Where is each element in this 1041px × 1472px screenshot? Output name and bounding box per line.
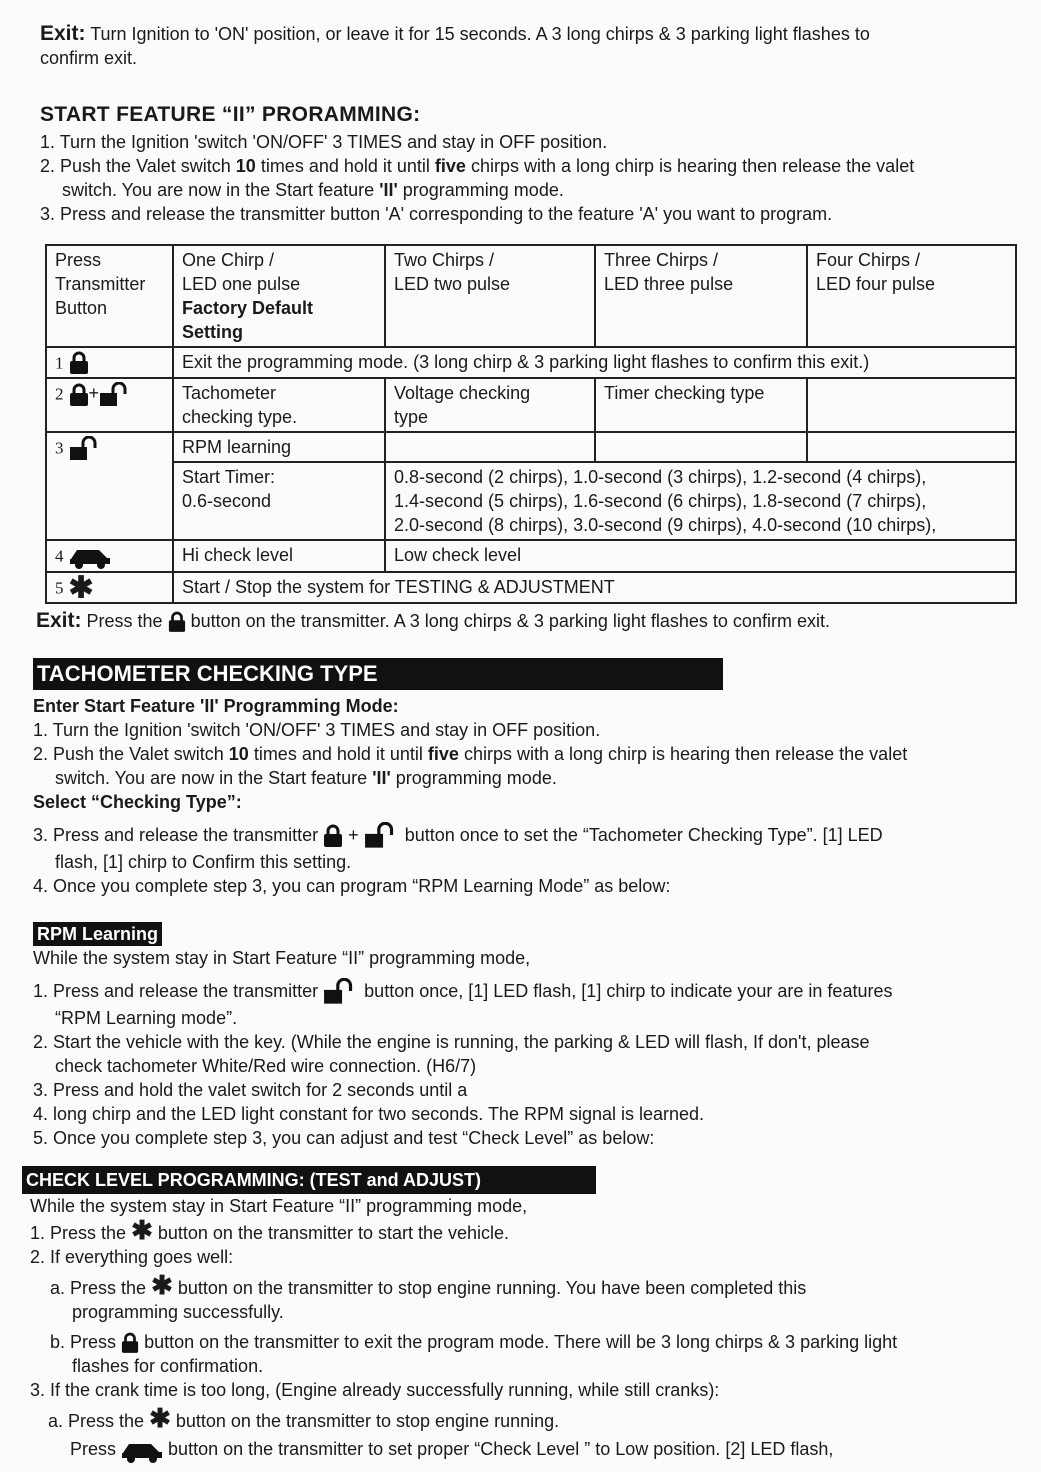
lock-icon [323, 824, 343, 848]
tach-step-2: 2. Push the Valet switch 10 times and hold it until five chirps with a long chirp is hearing then release the valet [33, 744, 908, 764]
header-three-chirps: Three Chirps / LED three pulse [595, 245, 807, 347]
unlock-icon [364, 822, 400, 850]
button-cell-1: 1 [46, 347, 173, 378]
asterisk-icon: ✱ [68, 570, 94, 604]
header-press-transmitter-button: Press Transmitter Button [46, 245, 173, 347]
tach-step-4: 4. Once you complete step 3, you can program “RPM Learning Mode” as below: [33, 876, 671, 896]
lock-icon [168, 611, 186, 633]
check-step-3a: a. Press the ✱ button on the transmitter to stop engine running. [48, 1403, 560, 1434]
rpm-step-5: 5. Once you complete step 3, you can adjust and test “Check Level” as below: [33, 1128, 655, 1148]
row-3-start-timer: Start Timer: 0.6-second [173, 462, 385, 540]
check-step-2b-cont: flashes for confirmation. [72, 1356, 264, 1377]
rpm-step-1: 1. Press and release the transmitter button once, [1] LED flash, [1] chirp to indicate your are in features [33, 978, 1018, 1006]
button-cell-4: 4 [46, 540, 173, 571]
tach-step-3: 3. Press and release the transmitter + button once to set the “Tachometer Checking Type”. [1] LED [33, 822, 1018, 850]
feature-table [45, 244, 1017, 604]
row-2-voltage: Voltage checking type [385, 378, 595, 432]
tach-step-2-cont: switch. You are now in the Start feature 'II' programming mode. [55, 768, 557, 788]
button-cell-3: 3 [46, 432, 173, 540]
tach-step-1: 1. Turn the Ignition 'switch 'ON/OFF' 3 TIMES and stay in OFF position. [33, 720, 601, 740]
start-step-2-cont: switch. You are now in the Start feature 'II' programming mode. [62, 180, 564, 200]
row-3-timer-options: 0.8-second (2 chirps), 1.0-second (3 chirps), 1.2-second (4 chirps), 1.4-second (5 chirps), 1.6-second (6 chirps), 1.8-second (7 chirps), 2.0-second (8 chirps), 3.0-second (9 chirps), 4.0-second (10 chirps), [385, 462, 1016, 540]
asterisk-icon: ✱ [151, 1270, 173, 1300]
car-icon [121, 1439, 163, 1463]
row-3-empty-2 [385, 432, 595, 462]
check-step-1: 1. Press the ✱ button on the transmitter to start the vehicle. [30, 1215, 510, 1245]
check-intro: While the system stay in Start Feature “II” programming mode, [30, 1196, 528, 1216]
lock-icon [69, 351, 89, 375]
exit-label: Exit: [40, 22, 86, 45]
row-3-empty-3 [595, 432, 807, 462]
asterisk-icon: ✱ [131, 1215, 153, 1245]
rpm-learning-section [33, 922, 1018, 1150]
start-step-3: 3. Press and release the transmitter button 'A' corresponding to the feature 'A' you want to program. [40, 204, 833, 224]
exit-mid-paragraph: Exit: Press the button on the transmitter. A 3 long chirps & 3 parking light flashes to confirm exit. [36, 609, 830, 632]
row-3-rpm-learning: RPM learning [173, 432, 385, 462]
table-row-2 [46, 378, 1016, 432]
tach-enter-heading: Enter Start Feature 'II' Programming Mode: [33, 696, 399, 716]
tachometer-section [33, 658, 1018, 898]
rpm-step-2-cont: check tachometer White/Red wire connection. (H6/7) [55, 1056, 477, 1076]
button-cell-5: 5 ✱ [46, 572, 173, 603]
row-1-exit-text: Exit the programming mode. (3 long chirp & 3 parking light flashes to confirm this exit.) [173, 347, 1016, 378]
unlock-icon [99, 382, 133, 408]
exit-label: Exit: [36, 609, 82, 632]
unlock-icon [69, 436, 103, 462]
rpm-intro: While the system stay in Start Feature “II” programming mode, [33, 948, 531, 968]
lock-icon [69, 383, 89, 407]
table-row-1 [46, 347, 1016, 378]
unlock-icon [323, 978, 359, 1006]
table-row-4 [46, 540, 1016, 571]
rpm-learning-title: RPM Learning [33, 922, 162, 946]
rpm-step-2: 2. Start the vehicle with the key. (While the engine is running, the parking & LED will flash, If don't, please [33, 1032, 870, 1052]
tach-step-3-cont: flash, [1] chirp to Confirm this setting. [55, 852, 352, 872]
exit-top-line1: Turn Ignition to 'ON' position, or leave it for 15 seconds. A 3 long chirps & 3 parking light flashes to [90, 24, 870, 44]
tachometer-title: TACHOMETER CHECKING TYPE [33, 658, 723, 690]
header-four-chirps: Four Chirps / LED four pulse [807, 245, 1016, 347]
check-step-2b: b. Press button on the transmitter to exit the program mode. There will be 3 long chirps & 3 parking light [22, 1330, 1018, 1354]
start-feature-section [40, 100, 1015, 226]
row-4-hi-level: Hi check level [173, 540, 385, 571]
start-feature-title: START FEATURE “II” PRORAMMING: [40, 103, 421, 126]
start-step-1: 1. Turn the Ignition 'switch 'ON/OFF' 3 TIMES and stay in OFF position. [40, 132, 608, 152]
header-one-chirp: One Chirp / LED one pulse Factory Default Setting [173, 245, 385, 347]
table-row-3a [46, 432, 1016, 462]
rpm-step-3: 3. Press and hold the valet switch for 2 seconds until a [33, 1080, 468, 1100]
check-step-2a-cont: programming successfully. [72, 1302, 284, 1322]
check-step-3: 3. If the crank time is too long, (Engine already successfully running, while still cranks): [30, 1380, 720, 1401]
header-two-chirps: Two Chirps / LED two pulse [385, 245, 595, 347]
row-3-empty-4 [807, 432, 1016, 462]
row-2-tachometer: Tachometer checking type. [173, 378, 385, 432]
check-level-section [22, 1166, 1018, 1463]
table-row-5 [46, 572, 1016, 603]
car-icon [69, 545, 111, 569]
table-header-row [46, 245, 1016, 347]
row-2-empty [807, 378, 1016, 432]
row-4-low-level: Low check level [385, 540, 1016, 571]
table-row-3b [46, 462, 1016, 540]
tach-select-heading: Select “Checking Type”: [33, 792, 242, 812]
check-step-2a: a. Press the ✱ button on the transmitter to stop engine running. You have been completed this [50, 1270, 807, 1300]
asterisk-icon: ✱ [149, 1403, 171, 1434]
check-step-2: 2. If everything goes well: [30, 1247, 234, 1267]
rpm-step-4: 4. long chirp and the LED light constant for two seconds. The RPM signal is learned. [33, 1104, 705, 1124]
start-step-2: 2. Push the Valet switch 10 times and hold it until five chirps with a long chirp is hearing then release the valet [40, 156, 915, 176]
exit-top-paragraph [40, 22, 1015, 70]
row-5-test-text: Start / Stop the system for TESTING & ADJUSTMENT [173, 572, 1016, 603]
lock-icon [121, 1332, 139, 1354]
button-cell-2: 2 + [46, 378, 173, 432]
check-step-3-press: Press button on the transmitter to set proper “Check Level ” to Low position. [2] LED flash, [22, 1437, 1018, 1462]
check-level-title: CHECK LEVEL PROGRAMMING: (TEST and ADJUST) [22, 1166, 596, 1194]
row-2-timer: Timer checking type [595, 378, 807, 432]
exit-top-line2: confirm exit. [40, 48, 138, 68]
rpm-step-1-cont: “RPM Learning mode”. [55, 1008, 238, 1028]
